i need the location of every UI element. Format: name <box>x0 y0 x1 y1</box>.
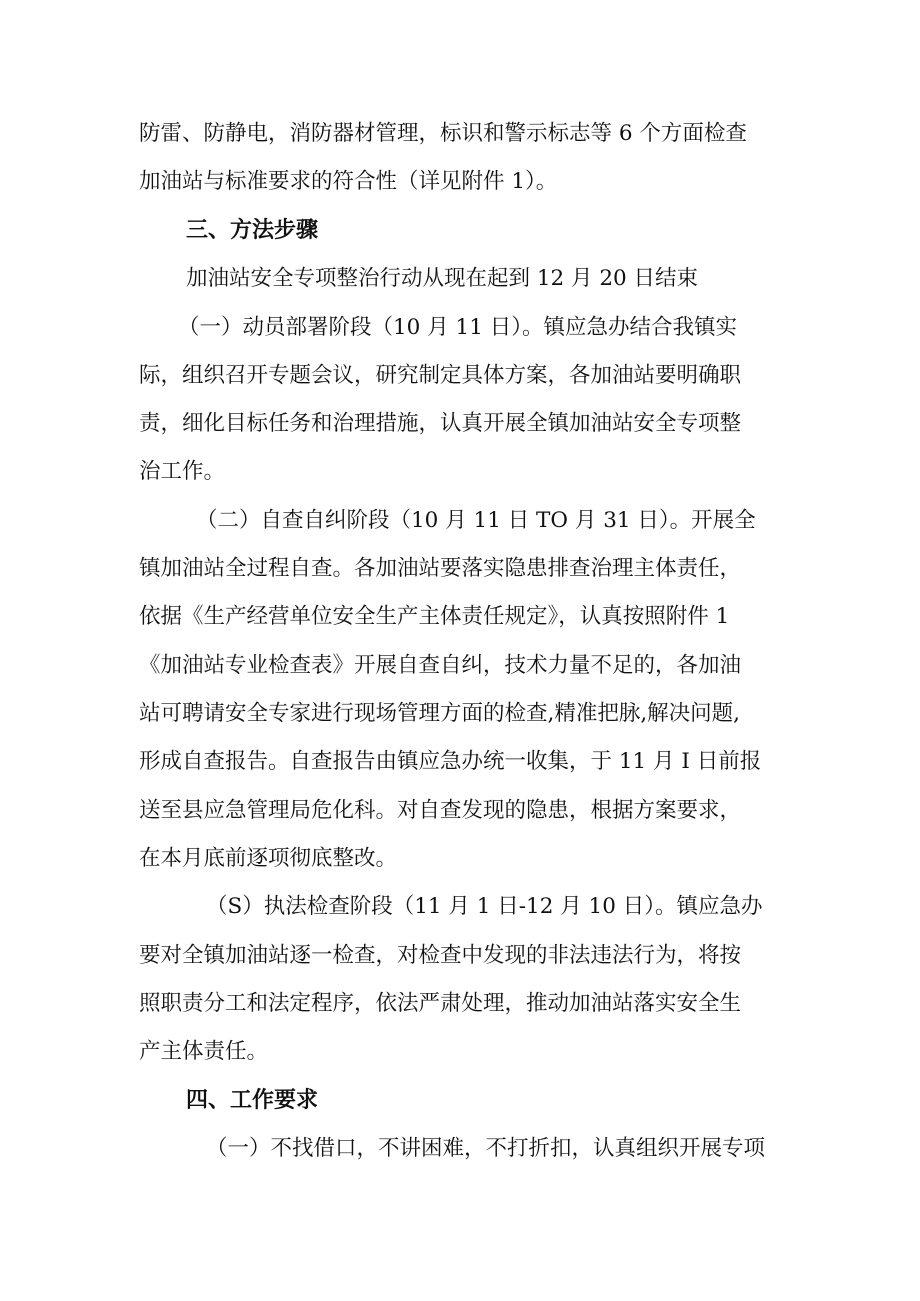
section-heading-requirements: 四、工作要求 <box>186 1088 319 1113</box>
paragraph-stage3-line-3: 照职责分工和法定程序，依法严肃处理，推动加油站落实安全生 <box>139 991 742 1016</box>
paragraph-stage2-line-4: 《加油站专业检查表》开展自查自纠，技术力量不足的，各加油 <box>139 653 742 678</box>
paragraph-stage1-line-1: （一）动员部署阶段（10 月 11 日）。镇应急办结合我镇实 <box>178 315 737 340</box>
paragraph-timeline-line-1: 加油站安全专项整治行动从现在起到 12 月 20 日结束 <box>186 266 699 291</box>
paragraph-stage1-line-2: 际，组织召开专题会议，研究制定具体方案，各加油站要明确职 <box>139 363 742 388</box>
paragraph-stage2-line-5: 站可聘请安全专家进行现场管理方面的检查,精准把脉,解决问题, <box>139 701 741 726</box>
paragraph-stage2-line-7: 送至县应急管理局危化科。对自查发现的隐患，根据方案要求， <box>139 798 742 823</box>
paragraph-stage1-line-4: 治工作。 <box>139 459 226 484</box>
paragraph-stage3-line-1: （S）执法检查阶段（11 月 1 日-12 月 10 日）。镇应急办 <box>206 894 763 919</box>
paragraph-intro-line-2: 加油站与标准要求的符合性（详见附件 1）。 <box>139 169 558 194</box>
paragraph-stage3-line-2: 要对全镇加油站逐一检查，对检查中发现的非法违法行为，将按 <box>139 943 742 968</box>
paragraph-stage2-line-2: 镇加油站全过程自查。各加油站要落实隐患排查治理主体责任， <box>139 556 742 581</box>
paragraph-stage2-line-8: 在本月底前逐项彻底整改。 <box>139 846 398 871</box>
paragraph-stage2-line-3: 依据《生产经营单位安全生产主体责任规定》，认真按照附件 1 <box>139 604 730 629</box>
paragraph-stage2-line-6: 形成自查报告。自查报告由镇应急办统一收集，于 11 月 I 日前报 <box>139 749 762 774</box>
paragraph-intro-line-1: 防雷、防静电，消防器材管理，标识和警示标志等 6 个方面检查 <box>139 121 747 146</box>
section-heading-methods: 三、方法步骤 <box>186 218 319 243</box>
paragraph-stage2-line-1: （二）自查自纠阶段（10 月 11 日 TO 月 31 日）。开展全 <box>196 508 756 533</box>
paragraph-stage3-line-4: 产主体责任。 <box>139 1039 269 1064</box>
paragraph-stage1-line-3: 责，细化目标任务和治理措施，认真开展全镇加油站安全专项整 <box>139 411 742 436</box>
paragraph-requirement1-line-1: （一）不找借口，不讲困难，不打折扣，认真组织开展专项 <box>206 1136 766 1161</box>
